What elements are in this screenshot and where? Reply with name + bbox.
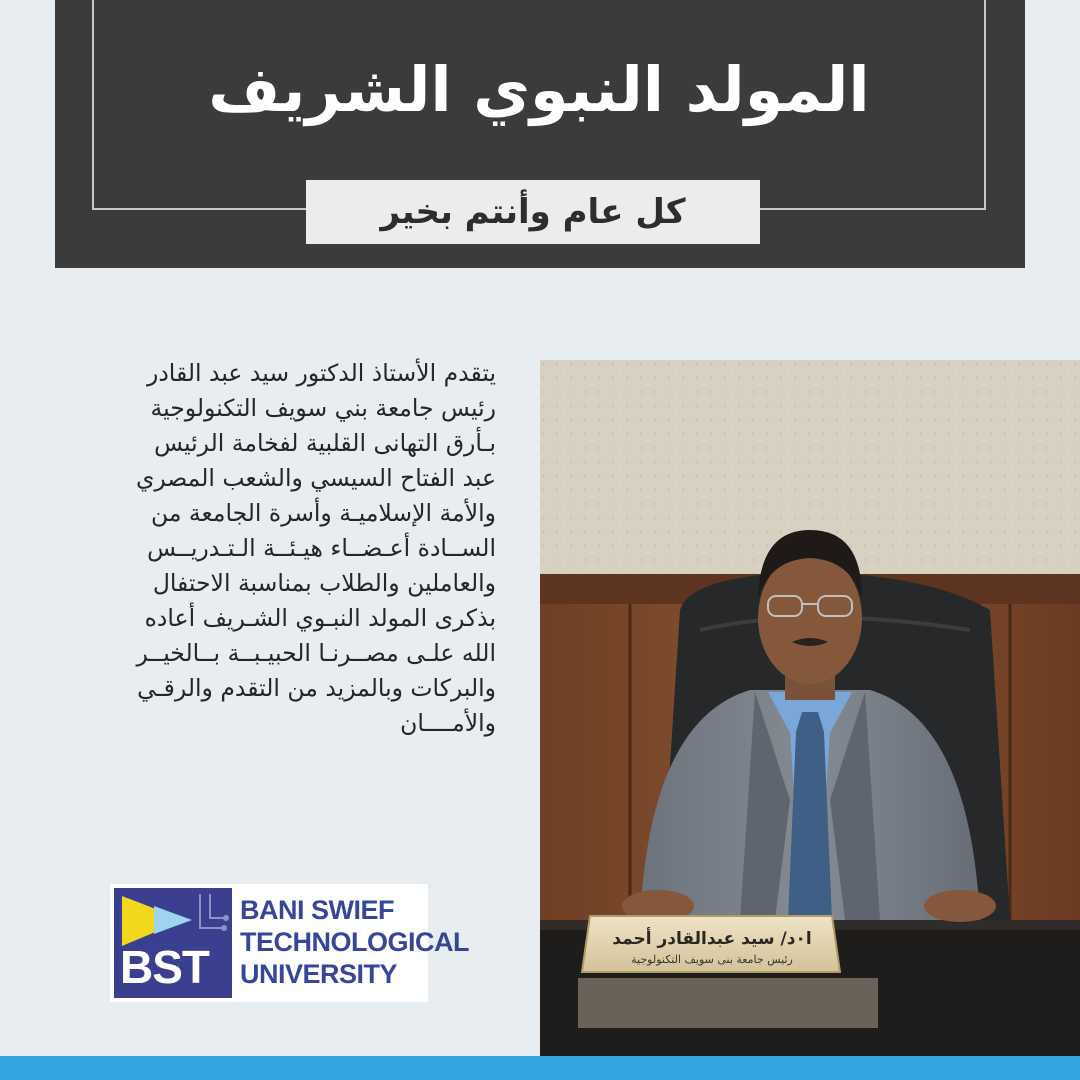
message-line: عبد الفتاح السيسي والشعب المصري [135, 464, 496, 492]
message-line: رئيس جامعة بني سويف التكنولوجية [150, 394, 496, 422]
president-photo [540, 360, 1080, 1056]
nameplate-title: رئيس جامعة بنى سويف التكنولوجية [631, 953, 793, 966]
message-line: والأمة الإسلاميـة وأسرة الجامعة من [150, 499, 496, 527]
accent-bar [0, 1056, 1080, 1080]
subtitle-box [306, 180, 760, 244]
bst-mark-icon [114, 888, 232, 998]
logo-abbr: BST [120, 941, 209, 993]
subtitle: كل عام وأنتم بخير [380, 192, 686, 232]
logo-line: TECHNOLOGICAL [240, 927, 469, 957]
message-line: الله علـى مصــرنـا الحبيـبــة بــالخيــر [136, 639, 496, 667]
logo-line: BANI SWIEF [240, 895, 394, 925]
message-line: الســادة أعـضــاء هيـئــة الـتـدريــس [147, 534, 496, 562]
message-line: والبركات وبالمزيد من التقدم والرقـي [137, 674, 496, 702]
message-text [52, 356, 496, 741]
message-line: بذكرى المولد النبـوي الشـريف أعاده [144, 604, 496, 632]
page-title: المولد النبوي الشريف [208, 53, 870, 126]
message-line: بـأرق التهانى القلبية لفخامة الرئيس [154, 429, 496, 457]
university-logo [110, 884, 469, 1002]
logo-line: UNIVERSITY [240, 959, 398, 989]
logo-wordmark [240, 894, 469, 990]
nameplate-name: ا٠د/ سيد عبدالقادر أحمد [612, 929, 812, 949]
message-line: والعاملين والطلاب بمناسبة الاحتفال [152, 569, 496, 597]
message-line: والأمــــان [400, 709, 496, 737]
message-line: يتقدم الأستاذ الدكتور سيد عبد القادر [146, 359, 496, 387]
